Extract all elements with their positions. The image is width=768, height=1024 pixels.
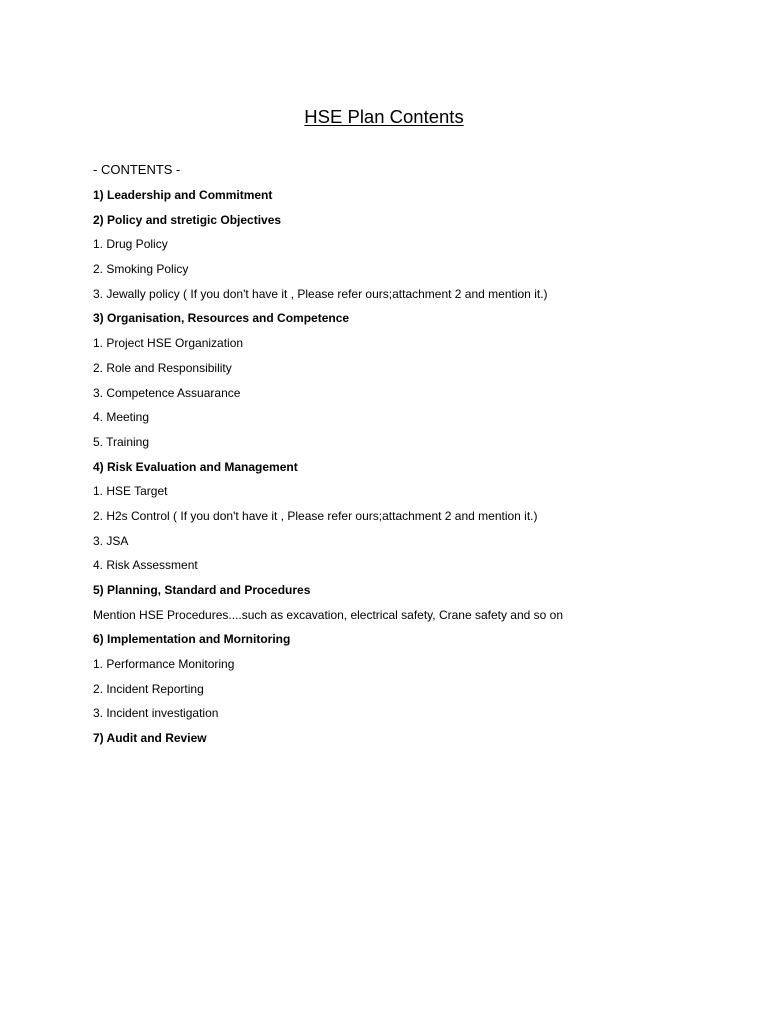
- section-heading: 2) Policy and stretigic Objectives: [93, 212, 282, 227]
- section-heading: 1) Leadership and Commitment: [93, 188, 273, 202]
- list-item: 3. Incident investigation: [93, 706, 219, 721]
- contents-list: [93, 187, 733, 755]
- list-item: 3. JSA: [93, 533, 129, 548]
- section-heading: 3) Organisation, Resources and Competence: [93, 311, 350, 326]
- list-item: 2. Incident Reporting: [93, 681, 204, 696]
- document-title: HSE Plan Contents: [304, 106, 464, 127]
- list-item: 3. Competence Assuarance: [93, 385, 241, 400]
- list-item: 1. Performance Monitoring: [93, 657, 235, 672]
- contents-label: - CONTENTS -: [93, 162, 181, 177]
- list-item: 2. Smoking Policy: [93, 262, 189, 277]
- list-item: 4. Risk Assessment: [93, 558, 198, 573]
- list-item: Mention HSE Procedures....such as excavation, electrical safety, Crane safety and so on: [93, 607, 564, 622]
- section-heading: 4) Risk Evaluation and Management: [93, 459, 298, 474]
- list-item: 2. Role and Responsibility: [93, 360, 232, 375]
- list-item: 4. Meeting: [93, 410, 150, 425]
- section-heading: 7) Audit and Review: [93, 731, 207, 746]
- list-item: 2. H2s Control ( If you don't have it , Please refer ours;attachment 2 and mention it.): [93, 508, 538, 523]
- list-item: 1. HSE Target: [93, 484, 168, 499]
- section-heading: 6) Implementation and Mornitoring: [93, 632, 291, 647]
- list-item: 3. Jewally policy ( If you don't have it , Please refer ours;attachment 2 and mention it.): [93, 286, 548, 301]
- list-item: 1. Project HSE Organization: [93, 336, 244, 351]
- list-item: 5. Training: [93, 434, 150, 449]
- list-item: 1. Drug Policy: [93, 237, 168, 252]
- section-heading: 5) Planning, Standard and Procedures: [93, 583, 311, 597]
